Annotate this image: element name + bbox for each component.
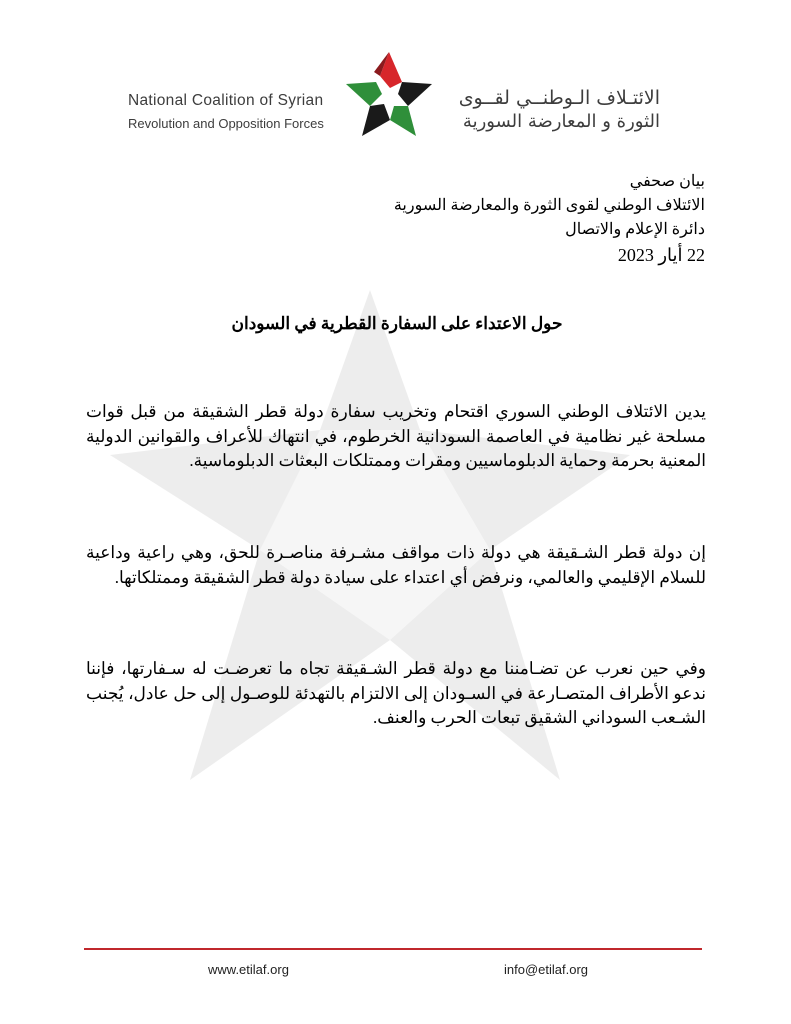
body-paragraph-3: وفي حين نعرب عن تضـامننا مع دولة قطر الشـقيقة تجاه ما تعرضـت له سـفارتها، فإننا ندعو الأطراف المتصـارعة في السـودان إلى الالتزام بالتهدئة للوصـول إلى حل عادل، يُجنب الشـعب السوداني الشقيق تبعات الحرب والعنف. xyxy=(86,659,706,727)
org-name-en-line2: Revolution and Opposition Forces xyxy=(128,116,324,131)
logo-text-english xyxy=(128,90,343,134)
statement-date: 22 أيار 2023 xyxy=(617,245,705,265)
footer-email-link[interactable]: info@etilaf.org xyxy=(504,962,589,977)
statement-title: حول الاعتداء على السفارة القطرية في السودان xyxy=(231,314,563,333)
org-name-en-line1: National Coalition of Syrian xyxy=(128,92,324,109)
org-name-ar-line2: الثورة و المعارضة السورية xyxy=(462,111,660,132)
body-paragraph-2: إن دولة قطر الشـقيقة هي دولة ذات مواقف مشـرفة مناصـرة للحق، وهي راعية وداعية للسلام الإقليمي والعالمي، ونرفض أي اعتداء على سيادة دولة قطر الشقيقة وممتلكاتها. xyxy=(86,543,706,587)
footer-website-link[interactable]: www.etilaf.org xyxy=(208,962,289,977)
statement-type: بيان صحفي xyxy=(629,173,705,190)
footer-divider xyxy=(84,948,702,950)
body-paragraph-1: يدين الائتلاف الوطني السوري اقتحام وتخريب سفارة دولة قطر الشقيقة من قبل قوات مسلحة غير نظامية في العاصمة السودانية الخرطوم، في انتهاك للأعراف والقوانين الدولية المعنية بحرمة وحماية الدبلوماسيين ومقرات وممتلكات البعثات الدبلوماسية. xyxy=(86,402,706,470)
coalition-star-logo-icon xyxy=(344,48,434,138)
statement-issuer: الائتلاف الوطني لقوى الثورة والمعارضة السورية xyxy=(393,197,705,214)
org-name-ar-line1: الائتـلاف الـوطنــي لقــوى xyxy=(458,87,660,109)
statement-department: دائرة الإعلام والاتصال xyxy=(565,221,705,238)
logo-text-arabic xyxy=(432,86,660,134)
statement-meta xyxy=(285,170,705,268)
